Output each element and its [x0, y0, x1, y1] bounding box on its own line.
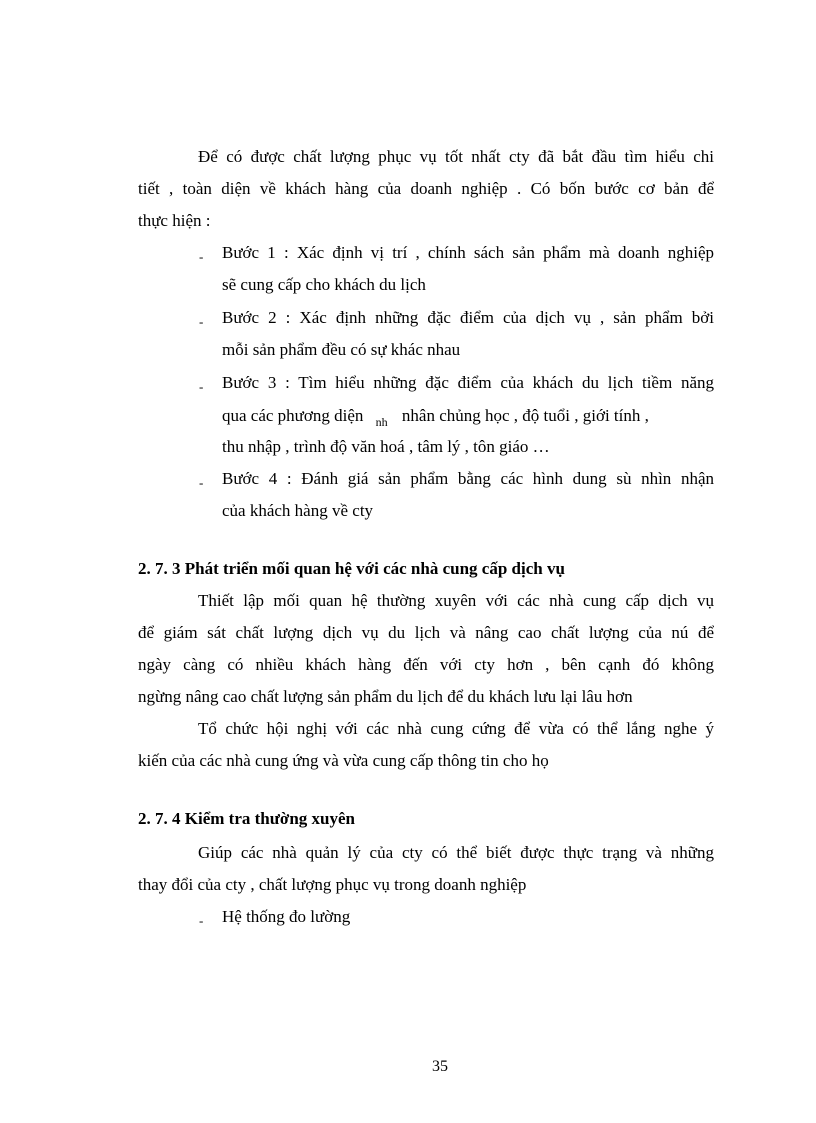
- s273-p1-line-3: ngày càng có nhiều khách hàng đến với cty hơn , bên cạnh đó không: [138, 655, 714, 674]
- bullet-marker: -: [199, 379, 204, 394]
- step-3-line-2: [222, 405, 714, 428]
- step-3-line-2c: nhân chủng học , độ tuổi , giới tính ,: [401, 406, 649, 425]
- intro-line-1: Để có được chất lượng phục vụ tốt nhất cty đã bắt đầu tìm hiểu chi: [198, 147, 714, 166]
- bullet-marker: -: [199, 475, 204, 490]
- bullet-marker: -: [199, 314, 204, 329]
- s273-p1-line-4: ngừng nâng cao chất lượng sản phẩm du lịch để du khách lưu lại lâu hơn: [138, 687, 633, 706]
- step-4-line-1: Bước 4 : Đánh giá sản phẩm bằng các hình dung sù nhìn nhận: [222, 469, 714, 488]
- step-3-stray-text: nh: [375, 415, 388, 429]
- step-4-line-2: của khách hàng về cty: [222, 501, 374, 520]
- intro-line-3: thực hiện :: [138, 211, 211, 230]
- step-3-line-1: Bước 3 : Tìm hiểu những đặc điểm của khách du lịch tiềm năng: [222, 373, 714, 392]
- bullet-marker: -: [199, 913, 204, 928]
- step-3-line-2a: qua các phương diện: [222, 406, 364, 425]
- s273-p2-line-1: Tổ chức hội nghị với các nhà cung cứng để vừa có thể lắng nghe ý: [198, 719, 714, 738]
- s274-p1-line-1: Giúp các nhà quản lý của cty có thể biết được thực trạng và những: [198, 843, 714, 862]
- intro-line-2: tiết , toàn diện về khách hàng của doanh nghiệp . Có bốn bước cơ bản để: [138, 179, 714, 198]
- section-heading-2-7-3: 2. 7. 3 Phát triển mối quan hệ với các nhà cung cấp dịch vụ: [138, 559, 565, 578]
- page-number: 35: [432, 1058, 448, 1075]
- step-2-line-2: mỗi sản phẩm đều có sự khác nhau: [222, 340, 461, 359]
- step-1-line-1: Bước 1 : Xác định vị trí , chính sách sản phẩm mà doanh nghiệp: [222, 243, 714, 262]
- step-2-line-1: Bước 2 : Xác định những đặc điểm của dịch vụ , sản phẩm bởi: [222, 308, 714, 327]
- step-3-line-3: thu nhập , trình độ văn hoá , tâm lý , tôn giáo …: [222, 437, 550, 456]
- step-1-line-2: sẽ cung cấp cho khách du lịch: [222, 275, 426, 294]
- bullet-marker: -: [199, 249, 204, 264]
- s274-bullet-1: Hệ thống đo lường: [222, 907, 351, 926]
- section-heading-2-7-4: 2. 7. 4 Kiểm tra thường xuyên: [138, 809, 355, 828]
- s273-p1-line-1: Thiết lập mối quan hệ thường xuyên với các nhà cung cấp dịch vụ: [198, 591, 714, 610]
- s274-p1-line-2: thay đổi của cty , chất lượng phục vụ trong doanh nghiệp: [138, 875, 527, 894]
- s273-p2-line-2: kiến của các nhà cung ứng và vừa cung cấp thông tin cho họ: [138, 751, 549, 770]
- s273-p1-line-2: để giám sát chất lượng dịch vụ du lịch và nâng cao chất lượng của nú để: [138, 623, 714, 642]
